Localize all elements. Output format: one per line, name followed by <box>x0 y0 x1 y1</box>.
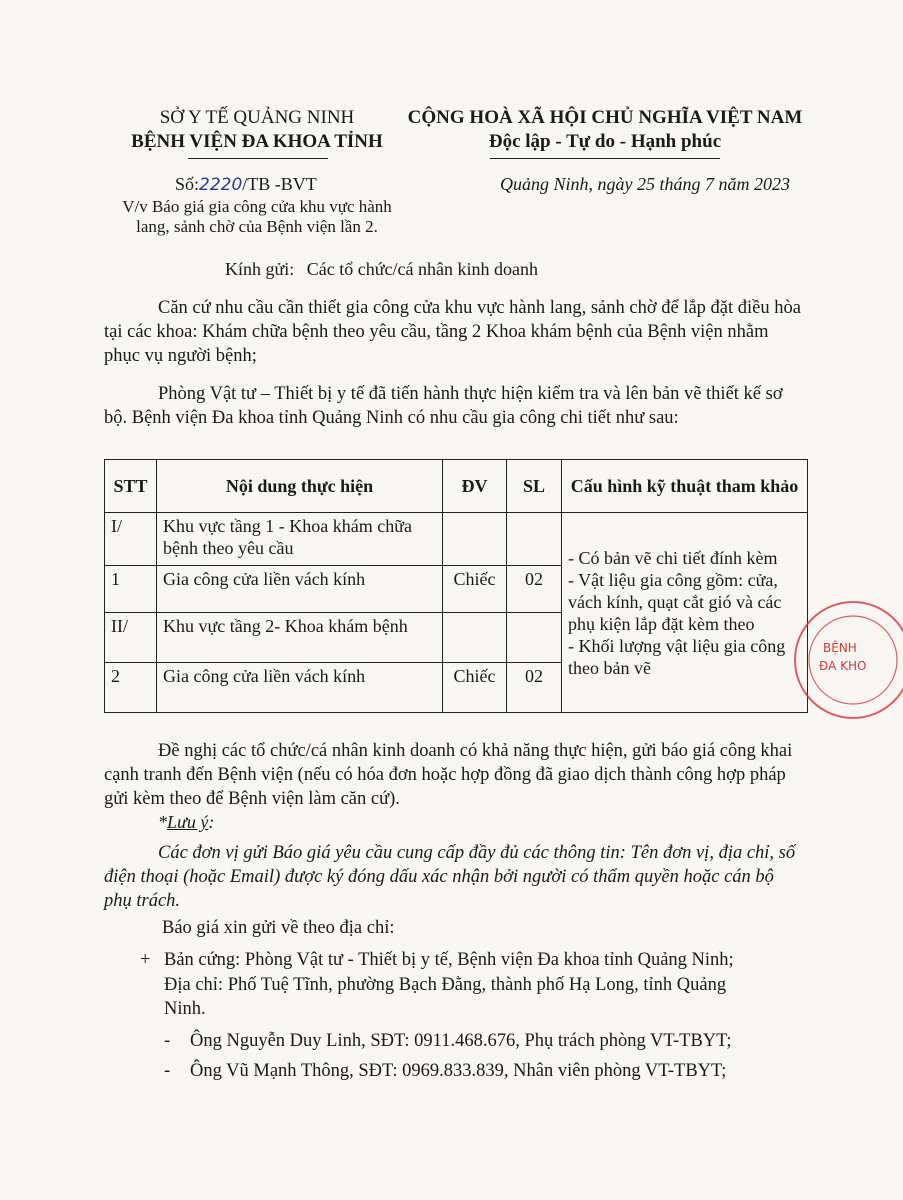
row-qty <box>507 613 562 663</box>
paragraph-inspection: Phòng Vật tư – Thiết bị y tế đã tiến hành thực hiện kiểm tra và lên bản vẽ thiết kế sơ bộ. Bệnh viện Đa khoa tỉnh Quảng Ninh có nhu cầu gia công chi tiết như sau: <box>104 384 783 428</box>
org-name-line1: SỞ Y TẾ QUẢNG NINH <box>159 107 355 128</box>
row-content: Khu vực tầng 1 - Khoa khám chữa bệnh theo yêu cầu <box>157 513 443 566</box>
config-line: - Khối lượng vật liệu gia công theo bản vẽ <box>568 635 786 678</box>
doc-number-prefix: Số: <box>175 174 200 194</box>
address-intro: Báo giá xin gửi về theo địa chỉ: <box>162 918 395 938</box>
place-date: Quảng Ninh, ngày 25 tháng 7 năm 2023 <box>500 174 790 194</box>
row-stt: II/ <box>105 613 157 663</box>
subject-line2: lang, sảnh chờ của Bệnh viện lần 2. <box>136 217 378 236</box>
dash-bullet: - <box>164 1031 171 1051</box>
svg-text:ĐA KHO: ĐA KHO <box>819 659 867 673</box>
org-name-line2: BỆNH VIỆN ĐA KHOA TỈNH <box>131 131 383 152</box>
note-heading <box>158 812 214 833</box>
row-content: Gia công cửa liền vách kính <box>157 566 443 613</box>
note-prefix: * <box>158 812 167 832</box>
work-items-table <box>104 459 808 713</box>
header-stt: STT <box>105 460 157 513</box>
paragraph-request: Đề nghị các tổ chức/cá nhân kinh doanh có khả năng thực hiện, gửi báo giá công khai cạnh tranh đến Bệnh viện (nếu có hóa đơn hoặc hợp đồng đã giao dịch thành công hợp pháp gửi kèm theo để Bệnh viện làm căn cứ). <box>104 741 793 809</box>
doc-number <box>175 174 317 195</box>
salutation <box>225 259 538 280</box>
salutation-recipient: Các tổ chức/cá nhân kinh doanh <box>306 259 538 279</box>
row-qty <box>507 513 562 566</box>
note-label: Lưu ý <box>167 812 209 832</box>
note-body: Các đơn vị gửi Báo giá yêu cầu cung cấp đầy đủ các thông tin: Tên đơn vị, địa chỉ, số điện thoại (hoặc Email) được ký đóng dấu xác nhận bởi người có thẩm quyền hoặc cán bộ phụ trách. <box>104 843 796 911</box>
header-content: Nội dung thực hiện <box>157 460 443 513</box>
address-line1: Bản cứng: Phòng Vật tư - Thiết bị y tế, Bệnh viện Đa khoa tỉnh Quảng Ninh; <box>164 950 734 970</box>
config-line: - Vật liệu gia công gồm: cửa, vách kính, quạt cắt gió và các phụ kiện lắp đặt kèm theo <box>568 569 782 634</box>
org-underline <box>188 158 328 159</box>
row-stt: 1 <box>105 566 157 613</box>
config-cell <box>562 513 808 713</box>
config-line: - Có bản vẽ chi tiết đính kèm <box>568 547 778 568</box>
header-qty: SL <box>507 460 562 513</box>
plus-bullet: + <box>140 950 151 970</box>
subject-line1: V/v Báo giá gia công cửa khu vực hành <box>122 197 392 216</box>
dash-bullet: - <box>164 1061 171 1081</box>
address-line3: Ninh. <box>164 999 206 1019</box>
nation-underline <box>490 158 720 159</box>
row-content: Gia công cửa liền vách kính <box>157 663 443 713</box>
row-qty: 02 <box>507 566 562 613</box>
row-content: Khu vực tầng 2- Khoa khám bệnh <box>157 613 443 663</box>
row-stt: 2 <box>105 663 157 713</box>
paragraph-basis: Căn cứ nhu cầu cần thiết gia công cửa khu vực hành lang, sảnh chờ để lắp đặt điều hòa tại các khoa: Khám chữa bệnh theo yêu cầu, tầng 2 Khoa khám bệnh của Bệnh viện nhằm phục vụ người bệnh; <box>104 298 801 366</box>
table-header-row <box>105 460 808 513</box>
address-line2: Địa chỉ: Phố Tuệ Tĩnh, phường Bạch Đằng, thành phố Hạ Long, tỉnh Quảng <box>164 975 727 995</box>
red-seal-stamp <box>783 590 903 730</box>
nation-line2: Độc lập - Tự do - Hạnh phúc <box>488 131 722 152</box>
row-unit: Chiếc <box>443 566 507 613</box>
note-colon: : <box>208 812 215 832</box>
svg-text:BỆNH: BỆNH <box>823 641 857 655</box>
doc-number-handwritten: 2220 <box>199 175 243 195</box>
doc-number-suffix: /TB -BVT <box>242 174 317 194</box>
table-row <box>105 513 808 566</box>
header-config: Cấu hình kỹ thuật tham khảo <box>562 460 808 513</box>
row-unit: Chiếc <box>443 663 507 713</box>
nation-line1: CỘNG HOÀ XÃ HỘI CHỦ NGHĨA VIỆT NAM <box>407 107 803 128</box>
salutation-label: Kính gửi: <box>225 259 295 279</box>
row-qty: 02 <box>507 663 562 713</box>
contact-line1: Ông Nguyễn Duy Linh, SĐT: 0911.468.676, Phụ trách phòng VT-TBYT; <box>190 1031 732 1051</box>
row-stt: I/ <box>105 513 157 566</box>
header-unit: ĐV <box>443 460 507 513</box>
row-unit <box>443 613 507 663</box>
contact-line2: Ông Vũ Mạnh Thông, SĐT: 0969.833.839, Nhân viên phòng VT-TBYT; <box>190 1061 727 1081</box>
row-unit <box>443 513 507 566</box>
